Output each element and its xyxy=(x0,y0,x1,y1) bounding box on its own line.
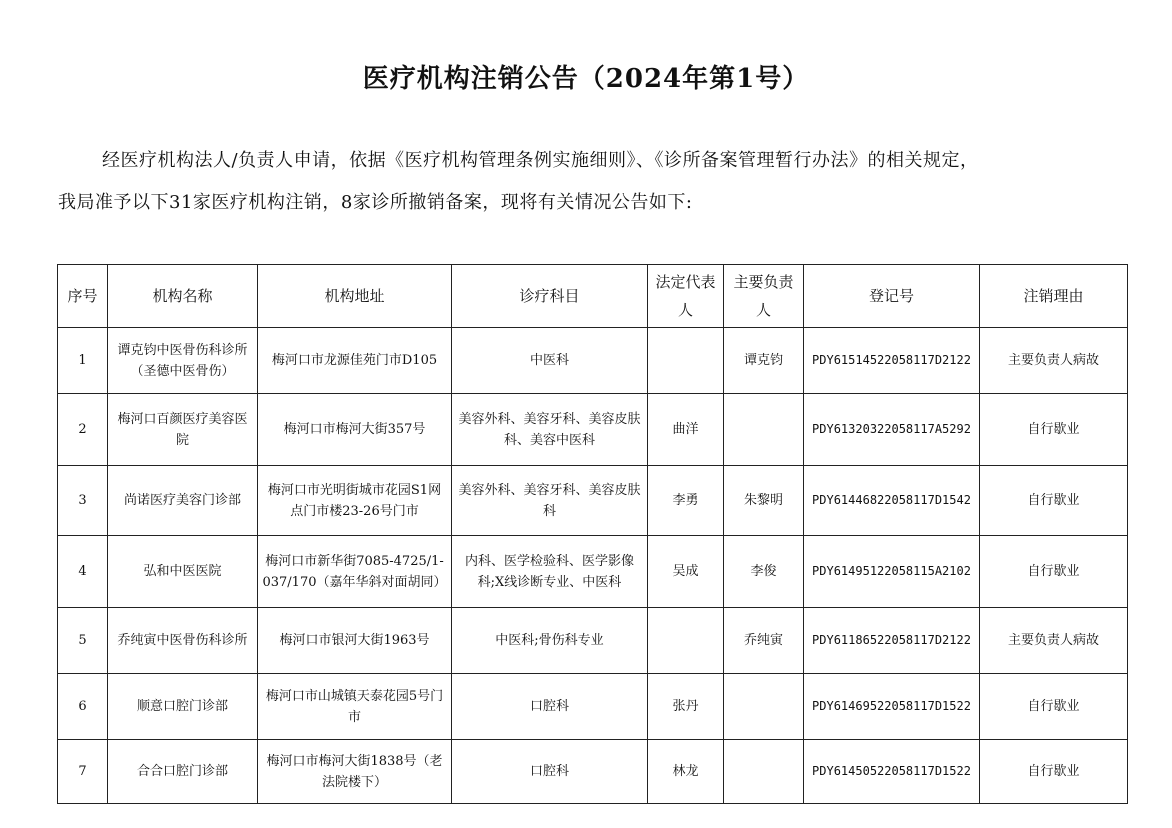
intro-line-2: 我局准予以下31家医疗机构注销，8家诊所撤销备案，现将有关情况公告如下: xyxy=(58,192,693,213)
cell-legal: 曲洋 xyxy=(648,394,724,466)
cell-head xyxy=(724,740,804,804)
cell-reason: 自行歇业 xyxy=(980,466,1128,536)
cell-head: 李俊 xyxy=(724,536,804,608)
cell-seq: 7 xyxy=(58,740,108,804)
header-reason: 注销理由 xyxy=(980,265,1128,328)
cell-head xyxy=(724,674,804,740)
cell-head: 谭克钧 xyxy=(724,328,804,394)
cell-legal xyxy=(648,328,724,394)
table-row xyxy=(58,608,1128,674)
cell-name: 梅河口百颜医疗美容医院 xyxy=(108,394,258,466)
cell-legal xyxy=(648,608,724,674)
cell-name: 合合口腔门诊部 xyxy=(108,740,258,804)
cell-dept: 美容外科、美容牙科、美容皮肤科、美容中医科 xyxy=(452,394,648,466)
cell-address: 梅河口市龙源佳苑门市D105 xyxy=(258,328,452,394)
cell-head xyxy=(724,394,804,466)
table-row xyxy=(58,328,1128,394)
header-address: 机构地址 xyxy=(258,265,452,328)
intro-line-1: 经医疗机构法人/负责人申请，依据《医疗机构管理条例实施细则》、《诊所备案管理暂行办法》的相关规定， xyxy=(102,150,979,171)
table-row xyxy=(58,674,1128,740)
cell-reason: 自行歇业 xyxy=(980,674,1128,740)
cell-dept: 中医科 xyxy=(452,328,648,394)
cell-reg: PDY61469522058117D1522 xyxy=(804,674,980,740)
cell-legal: 张丹 xyxy=(648,674,724,740)
header-head: 主要负责人 xyxy=(724,265,804,328)
cell-reason: 自行歇业 xyxy=(980,536,1128,608)
cell-seq: 6 xyxy=(58,674,108,740)
cell-dept: 美容外科、美容牙科、美容皮肤科 xyxy=(452,466,648,536)
table-row xyxy=(58,394,1128,466)
cell-address: 梅河口市银河大街1963号 xyxy=(258,608,452,674)
cell-head: 朱黎明 xyxy=(724,466,804,536)
cell-reg: PDY61514522058117D2122 xyxy=(804,328,980,394)
header-dept: 诊疗科目 xyxy=(452,265,648,328)
cell-name: 弘和中医医院 xyxy=(108,536,258,608)
cell-name: 乔纯寅中医骨伤科诊所 xyxy=(108,608,258,674)
cell-dept: 口腔科 xyxy=(452,674,648,740)
cell-name: 尚诺医疗美容门诊部 xyxy=(108,466,258,536)
cell-reg: PDY61320322058117A5292 xyxy=(804,394,980,466)
header-name: 机构名称 xyxy=(108,265,258,328)
cell-legal: 林龙 xyxy=(648,740,724,804)
table-header-row xyxy=(58,265,1128,328)
cell-head: 乔纯寅 xyxy=(724,608,804,674)
table-row xyxy=(58,536,1128,608)
cell-seq: 4 xyxy=(58,536,108,608)
intro-paragraph xyxy=(58,140,1138,224)
cell-reason: 自行歇业 xyxy=(980,394,1128,466)
table-row xyxy=(58,466,1128,536)
cell-address: 梅河口市梅河大街1838号（老法院楼下） xyxy=(258,740,452,804)
header-reg: 登记号 xyxy=(804,265,980,328)
cell-reason: 主要负责人病故 xyxy=(980,328,1128,394)
cell-reg: PDY61495122058115A2102 xyxy=(804,536,980,608)
cell-legal: 李勇 xyxy=(648,466,724,536)
cell-address: 梅河口市山城镇天泰花园5号门市 xyxy=(258,674,452,740)
header-seq: 序号 xyxy=(58,265,108,328)
cell-reg: PDY61446822058117D1542 xyxy=(804,466,980,536)
cell-reg: PDY61186522058117D2122 xyxy=(804,608,980,674)
cell-address: 梅河口市梅河大街357号 xyxy=(258,394,452,466)
cell-dept: 内科、医学检验科、医学影像科;X线诊断专业、中医科 xyxy=(452,536,648,608)
cancellation-table xyxy=(57,264,1128,804)
header-legal: 法定代表人 xyxy=(648,265,724,328)
cell-name: 顺意口腔门诊部 xyxy=(108,674,258,740)
table-row xyxy=(58,740,1128,804)
cell-dept: 中医科;骨伤科专业 xyxy=(452,608,648,674)
cell-legal: 吴成 xyxy=(648,536,724,608)
cell-reason: 主要负责人病故 xyxy=(980,608,1128,674)
cell-seq: 5 xyxy=(58,608,108,674)
cell-reg: PDY61450522058117D1522 xyxy=(804,740,980,804)
cell-name: 谭克钧中医骨伤科诊所（圣德中医骨伤） xyxy=(108,328,258,394)
cell-reason: 自行歇业 xyxy=(980,740,1128,804)
cell-address: 梅河口市光明街城市花园S1网点门市楼23-26号门市 xyxy=(258,466,452,536)
cell-seq: 1 xyxy=(58,328,108,394)
cell-address: 梅河口市新华街7085-4725/1-037/170（嘉年华斜对面胡同） xyxy=(258,536,452,608)
cell-seq: 2 xyxy=(58,394,108,466)
cell-seq: 3 xyxy=(58,466,108,536)
page-title: 医疗机构注销公告（2024年第1号） xyxy=(362,64,810,94)
cell-dept: 口腔科 xyxy=(452,740,648,804)
